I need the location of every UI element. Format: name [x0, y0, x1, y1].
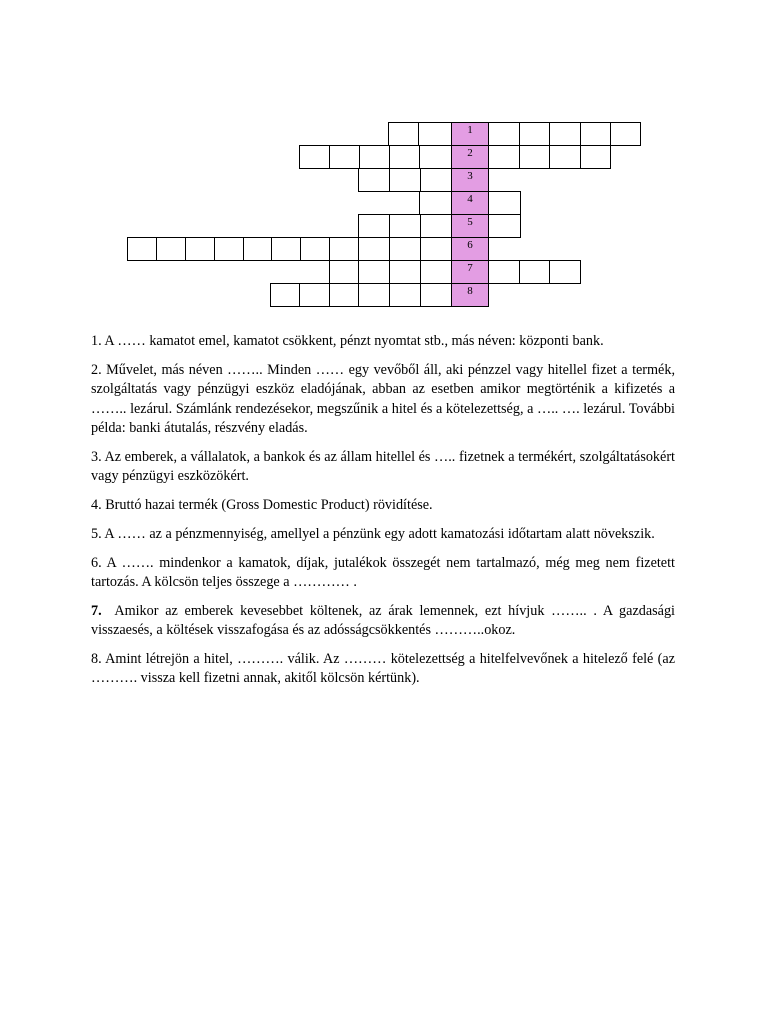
grid-cell[interactable]: [299, 283, 330, 307]
grid-cell[interactable]: [389, 168, 421, 192]
solution-cell[interactable]: [451, 168, 489, 192]
row-number: 8: [467, 285, 473, 297]
crossword-grid: [0, 0, 768, 320]
grid-cell[interactable]: [329, 145, 360, 169]
clue-2: 2. Művelet, más néven …….. Minden …… egy vevőből áll, aki pénzzel vagy hitellel fizet a termék, szolgáltatás vagy pénzügyi eszköz eladójának, abban az esetben amikor megtörténik a kifizetés a …….. lezárul. Számlánk rendezésekor, megszűnik a hitel és a kötelezettség, a ….. …. lezárul. További példa: banki átutalás, részvény eladás.: [91, 361, 675, 437]
grid-cell[interactable]: [299, 145, 330, 169]
grid-cell[interactable]: [389, 283, 421, 307]
clue-7-text: Amikor az emberek kevesebbet költenek, az árak lemennek, ezt hívjuk …….. . A gazdasági visszaesés, a költések visszafogása és az adósságcsökkentés ………..okoz.: [91, 602, 675, 639]
solution-cell[interactable]: [451, 237, 489, 261]
grid-cell[interactable]: [388, 122, 419, 146]
grid-cell[interactable]: [419, 191, 452, 215]
row-number: 4: [467, 193, 473, 205]
grid-cell[interactable]: [389, 237, 421, 261]
row-number: 2: [467, 147, 473, 159]
clue-8: 8. Amint létrejön a hitel, ………. válik. Az ……… kötelezettség a hitelfelvevőnek a hitelező felé (az ………. vissza kell fizetni annak, akitől kölcsön kértünk).: [91, 651, 675, 687]
grid-cell[interactable]: [358, 237, 390, 261]
clue-list: [91, 332, 675, 698]
row-number: 5: [467, 216, 473, 228]
clue-5: 5. A …… az a pénzmennyiség, amellyel a pénzünk egy adott kamatozási időtartam alatt növekszik.: [91, 525, 655, 542]
grid-cell[interactable]: [329, 283, 359, 307]
clue-6: 6. A ……. mindenkor a kamatok, díjak, jutalékok összegét nem tartalmazó, még meg nem fizetett tartozás. A kölcsön teljes összege a ………… .: [91, 554, 675, 591]
grid-cell[interactable]: [329, 260, 359, 284]
grid-cell[interactable]: [389, 145, 420, 169]
grid-cell[interactable]: [420, 260, 452, 284]
grid-cell[interactable]: [156, 237, 186, 261]
grid-cell[interactable]: [519, 145, 550, 169]
solution-cell[interactable]: [451, 260, 489, 284]
grid-cell[interactable]: [610, 122, 641, 146]
grid-cell[interactable]: [488, 214, 521, 238]
clue-7: [91, 602, 675, 641]
grid-cell[interactable]: [418, 122, 452, 146]
row-number: 3: [467, 170, 473, 182]
grid-cell[interactable]: [420, 283, 452, 307]
grid-cell[interactable]: [358, 283, 390, 307]
grid-cell[interactable]: [549, 145, 581, 169]
row-number: 1: [467, 124, 473, 136]
row-number: 6: [467, 239, 473, 251]
grid-cell[interactable]: [488, 145, 520, 169]
grid-cell[interactable]: [488, 191, 521, 215]
grid-cell[interactable]: [580, 145, 611, 169]
clue-4: 4. Bruttó hazai termék (Gross Domestic Product) rövidítése.: [91, 497, 433, 514]
grid-cell[interactable]: [519, 122, 550, 146]
grid-cell[interactable]: [488, 122, 520, 146]
grid-cell[interactable]: [329, 237, 359, 261]
grid-cell[interactable]: [420, 168, 452, 192]
grid-cell[interactable]: [270, 283, 300, 307]
solution-cell[interactable]: [451, 283, 489, 307]
grid-cell[interactable]: [359, 145, 390, 169]
grid-cell[interactable]: [271, 237, 301, 261]
grid-cell[interactable]: [420, 237, 452, 261]
solution-cell[interactable]: [451, 214, 489, 238]
grid-cell[interactable]: [580, 122, 611, 146]
solution-cell[interactable]: [451, 191, 489, 215]
solution-cell[interactable]: [451, 145, 489, 169]
grid-cell[interactable]: [389, 214, 421, 238]
row-number: 7: [467, 262, 473, 274]
grid-cell[interactable]: [488, 260, 520, 284]
grid-cell[interactable]: [185, 237, 215, 261]
grid-cell[interactable]: [419, 145, 452, 169]
grid-cell[interactable]: [519, 260, 550, 284]
grid-cell[interactable]: [300, 237, 330, 261]
grid-cell[interactable]: [127, 237, 157, 261]
grid-cell[interactable]: [389, 260, 421, 284]
grid-cell[interactable]: [420, 214, 452, 238]
clue-7-number: 7.: [91, 602, 102, 619]
grid-cell[interactable]: [214, 237, 244, 261]
grid-cell[interactable]: [358, 214, 390, 238]
solution-cell[interactable]: [451, 122, 489, 146]
grid-cell[interactable]: [549, 122, 581, 146]
grid-cell[interactable]: [243, 237, 272, 261]
grid-cell[interactable]: [358, 168, 390, 192]
grid-cell[interactable]: [358, 260, 390, 284]
clue-1: 1. A …… kamatot emel, kamatot csökkent, pénzt nyomtat stb., más néven: központi bank.: [91, 333, 604, 349]
clue-3: 3. Az emberek, a vállalatok, a bankok és az állam hitellel és ….. fizetnek a termékért, szolgáltatásokért vagy pénzügyi eszközökért.: [91, 448, 675, 485]
grid-cell[interactable]: [549, 260, 581, 284]
